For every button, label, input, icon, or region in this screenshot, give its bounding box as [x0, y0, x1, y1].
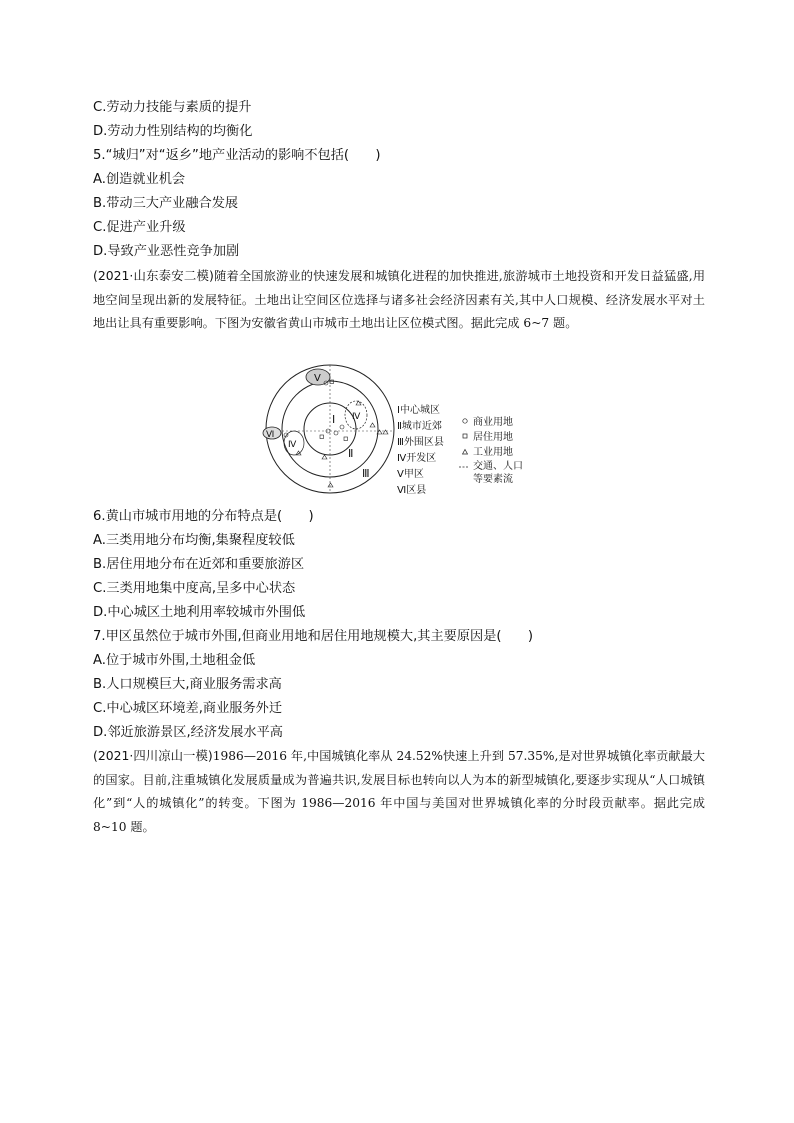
zone-ii-label: Ⅱ	[348, 447, 354, 460]
residential-symbol	[344, 437, 348, 441]
q7-option-b: B.人口规模巨大,商业服务需求高	[93, 677, 282, 692]
industrial-symbol	[322, 455, 327, 459]
legend-zone-6: Ⅵ区县	[397, 485, 427, 495]
industrial-symbol	[328, 483, 333, 487]
residential-symbol	[320, 435, 324, 439]
legend-zone-4: Ⅳ开发区	[397, 453, 437, 464]
legend-symbol-2-label: 居住用地	[473, 432, 513, 443]
q4-option-c: C.劳动力技能与素质的提升	[93, 100, 252, 115]
legend-industrial-icon	[463, 450, 468, 455]
zone-iv-right-label: Ⅳ	[352, 412, 361, 422]
commercial-symbol	[334, 431, 338, 435]
passage-2	[93, 744, 705, 839]
zone-iii-label: Ⅲ	[362, 467, 370, 480]
industrial-symbol	[370, 423, 375, 427]
q5-option-d: D.导致产业恶性竞争加剧	[93, 244, 240, 259]
legend-symbol-3-label: 工业用地	[473, 447, 513, 458]
q7-option-c: C.中心城区环境差,商业服务外迁	[93, 701, 283, 716]
industrial-symbol	[383, 430, 388, 434]
legend-zone-5: Ⅴ甲区	[397, 469, 424, 480]
legend-residential-icon	[463, 434, 467, 438]
legend-zone-3: Ⅲ外围区县	[397, 437, 444, 448]
q6-option-a: A.三类用地分布均衡,集聚程度较低	[93, 533, 295, 548]
q7-option-a: A.位于城市外围,土地租金低	[93, 653, 256, 668]
q6-option-b: B.居住用地分布在近郊和重要旅游区	[93, 557, 305, 572]
zone-i-label: Ⅰ	[332, 413, 336, 426]
zone-v-label: Ⅴ	[314, 373, 321, 384]
commercial-symbol	[340, 425, 344, 429]
passage-2-source: (2021·四川凉山一模)	[93, 748, 213, 763]
legend-commercial-icon	[463, 419, 467, 423]
q7-option-d: D.邻近旅游景区,经济发展水平高	[93, 725, 283, 740]
legend-symbol-1-label: 商业用地	[473, 417, 513, 428]
passage-1-source: (2021·山东泰安二模)	[93, 268, 214, 283]
legend-symbol-5-label: 等要素流	[473, 474, 513, 485]
q5-option-b: B.带动三大产业融合发展	[93, 196, 239, 211]
q6-option-c: C.三类用地集中度高,呈多中心状态	[93, 581, 296, 596]
q7-stem: 7.甲区虽然位于城市外围,但商业用地和居住用地规模大,其主要原因是( )	[93, 629, 534, 644]
q5-option-c: C.促进产业升级	[93, 220, 186, 235]
passage-1-text: 随着全国旅游业的快速发展和城镇化进程的加快推进,旅游城市土地投资和开发日益猛盛,用地空间呈现出新的发展特征。土地出让空间区位选择与诸多社会经济因素有关,其中人口规模、经济发展水平对土地出让具有重要影响。下图为安徽省黄山市城市土地出让区位模式图。据此完成 6~7 题。	[93, 269, 706, 330]
passage-2-text: 1986—2016 年,中国城镇化率从 24.52%快速上升到 57.35%,是对世界城镇化率贡献最大的国家。目前,注重城镇化发展质量成为普遍共识,发展目标也转向以人为本的新型城镇化,要逐步实现从“人口城镇化”到“人的城镇化”的转变。下图为 1986—2016 年中国与美国对世界城镇化率的分时段贡献率。据此完成 8~10 题。	[93, 749, 705, 834]
q5-option-a: A.创造就业机会	[93, 172, 186, 187]
legend-zone-2: Ⅱ城市近郊	[397, 421, 442, 432]
passage-1	[93, 264, 705, 336]
q5-stem: 5.“城归”对“返乡”地产业活动的影响不包括( )	[93, 148, 381, 163]
q4-option-d: D.劳动力性别结构的均衡化	[93, 124, 253, 139]
legend-symbol-4-label: 交通、人口	[473, 461, 523, 472]
land-transfer-diagram	[258, 363, 548, 495]
q6-stem: 6.黄山市城市用地的分布特点是( )	[93, 509, 314, 524]
zone-vi-label: Ⅵ	[266, 430, 275, 440]
q6-option-d: D.中心城区土地利用率较城市外围低	[93, 605, 306, 620]
legend-zone-1: Ⅰ中心城区	[397, 405, 440, 416]
zone-iv-left-label: Ⅳ	[288, 440, 297, 450]
